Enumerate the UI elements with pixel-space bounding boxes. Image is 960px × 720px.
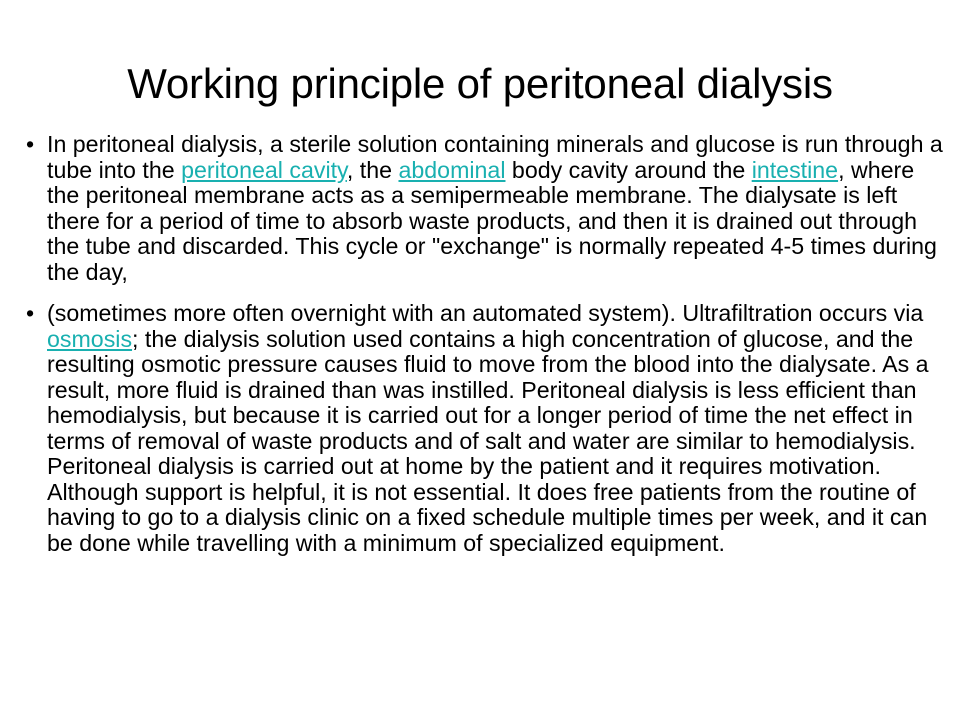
bullet-text: (sometimes more often overnight with an automated system). Ultrafiltration occurs via [47, 300, 924, 326]
bullet-marker: • [26, 300, 35, 326]
bullet-text: ; the dialysis solution used contains a high concentration of glucose, and the resulting osmotic pressure causes fluid to move from the blood into the dialysate. As a result, more fluid is drained than was instilled. Peritoneal dialysis is less efficient than hemodialysis, but because it is carried out for a longer period of time the net effect in terms of removal of waste products and of salt and water are similar to hemodialysis. Peritoneal dialysis is carried out at home by the patient and it requires motivation. Although support is helpful, it is not essential. It does free patients from the routine of having to go to a dialysis clinic on a fixed schedule multiple times per week, and it can be done while travelling with a minimum of specialized equipment. [47, 325, 929, 556]
bullet-text: , the [346, 156, 399, 183]
slide-title: Working principle of peritoneal dialysis [127, 60, 833, 107]
bullet-text: In peritoneal dialysis, a sterile solution containing minerals and glucose is run through a tube into the [47, 131, 943, 183]
hyperlink[interactable]: osmosis [47, 325, 133, 352]
hyperlink[interactable]: intestine [751, 156, 839, 183]
bullet-list [26, 132, 950, 572]
bullet-marker: • [26, 131, 35, 157]
bullet-text: , where the peritoneal membrane acts as a semipermeable membrane. The dialysate is left there for a period of time to absorb waste products, and then it is drained out through the tube and discarded. This cycle or "exchange" is normally repeated 4-5 times during the day, [47, 156, 937, 285]
hyperlink[interactable]: peritoneal cavity [181, 156, 347, 183]
bullet-item [26, 132, 950, 285]
bullet-item [26, 301, 950, 556]
bullet-text: body cavity around the [505, 156, 752, 183]
hyperlink[interactable]: abdominal [398, 156, 506, 183]
